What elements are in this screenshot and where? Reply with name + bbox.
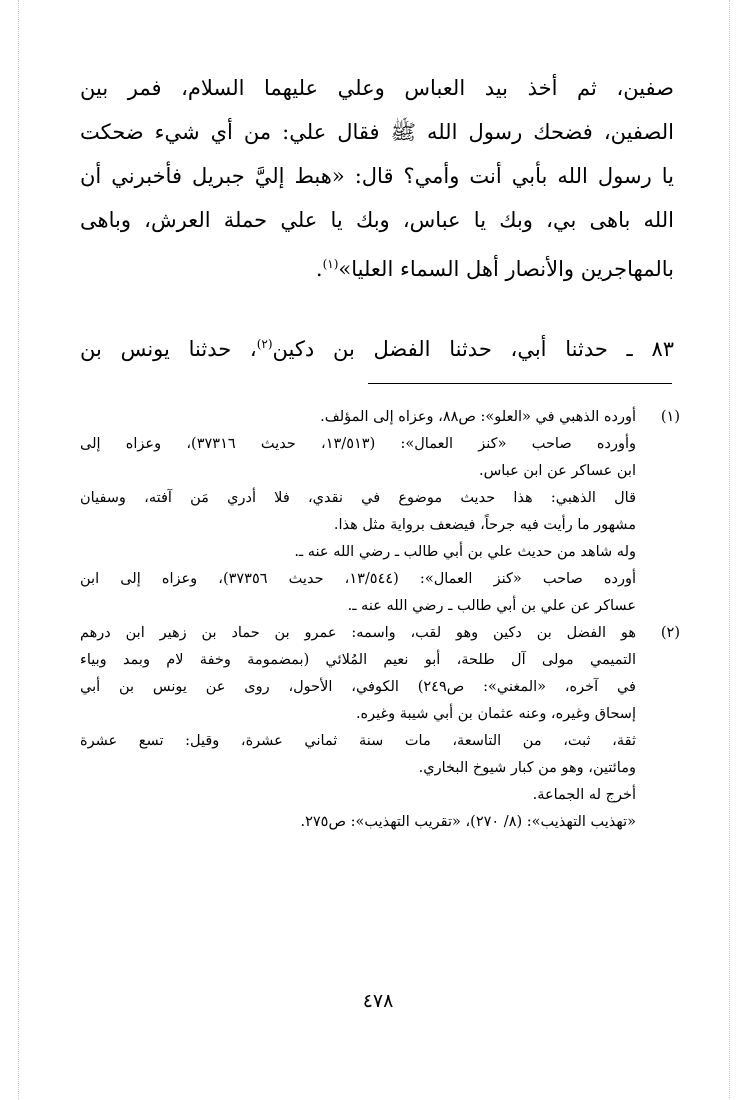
footnote-number: (٢): [660, 625, 680, 641]
footnote-line: هو الفضل بن دكين وهو لقب، واسمه: عمرو بن حماد بن زهير ابن درهم: [80, 625, 636, 641]
main-text-line: الله باهى بي، وبك يا عباس، وبك يا علي حملة العرش، وباهى: [80, 208, 674, 232]
footnote-line: أورده الذهبي في «العلو»: ص٨٨، وعزاه إلى المؤلف.: [320, 409, 636, 425]
hadith-text-end: ، حدثنا يونس بن: [80, 337, 257, 361]
footnote-ref-1: (١): [322, 257, 339, 271]
main-text-line: صفين، ثم أخذ بيد العباس وعلي عليهما السلام، فمر بين: [80, 76, 674, 100]
footnote-1: [80, 404, 680, 620]
footnote-ref-2: (٢): [256, 337, 273, 351]
page-number: ٤٧٨: [362, 990, 394, 1012]
main-text-end-mark: .: [315, 257, 323, 281]
footnote-separator: [368, 383, 672, 384]
footnote-line: وله شاهد من حديث علي بن أبي طالب ـ رضي الله عنه ـ.: [294, 544, 636, 560]
footnote-number: (١): [660, 409, 680, 425]
footnote-line: إسحاق وغيره، وعنه عثمان بن أبي شيبة وغيره.: [355, 706, 636, 722]
footnote-line: وأورده صاحب «كنز العمال»: (١٣/٥١٣، حديث ٣٧٣١٦)، وعزاه إلى: [80, 436, 637, 452]
footnote-2: [80, 620, 680, 836]
footnote-body: [80, 620, 636, 836]
footnote-line: «تهذيب التهذيب»: (٨/ ٢٧٠)، «تقريب التهذيب»: ص٢٧٥.: [300, 814, 636, 830]
footnote-line: قال الذهبي: هذا حديث موضوع في نقدي، فلا أدري مَن آفته، وسفيان: [80, 490, 636, 506]
footnote-line: أورده صاحب «كنز العمال»: (١٣/٥٤٤، حديث ٣٧٣٥٦)، وعزاه إلى ابن: [80, 571, 636, 587]
hadith-83: [80, 322, 674, 371]
main-text-line: بالمهاجرين والأنصار أهل السماء العليا»: [338, 257, 674, 281]
footnote-line: ومائتين، وهو من كبار شيوخ البخاري.: [418, 760, 636, 776]
footnote-line: ابن عساكر عن ابن عباس.: [479, 463, 636, 479]
footnotes-section: [80, 404, 680, 836]
margin-guide-right: [729, 0, 730, 1100]
footnote-line: مشهور ما رأيت فيه جرحاً، فيضعف برواية مثل هذا.: [333, 517, 636, 533]
footnote-line: في آخره، «المغني»: ص٢٤٩) الكوفي، الأحول، روى عن يونس بن أبي: [80, 679, 636, 695]
main-text-block: [80, 66, 674, 291]
footnote-line: أخرج له الجماعة.: [532, 787, 636, 803]
footnote-line: التميمي مولى آل طلحة، أبو نعيم المُلائي (بمضمومة وخفة لام وبمد وبياء: [80, 652, 636, 668]
footnote-line: ثقة، ثبت، من التاسعة، مات سنة ثماني عشرة، وقيل: تسع عشرة: [80, 733, 636, 749]
margin-guide-left: [18, 0, 19, 1100]
hadith-text-start: ٨٣ ـ حدثنا أبي، حدثنا الفضل بن دكين: [272, 337, 675, 361]
footnote-body: [80, 404, 636, 620]
main-text-last-line: [80, 242, 674, 291]
hadith-line: [80, 322, 674, 371]
main-text-line: يا رسول الله بأبي أنت وأمي؟ قال: «هبط إليَّ جبريل فأخبرني أن: [80, 164, 674, 188]
footnote-line: عساكر عن علي بن أبي طالب ـ رضي الله عنه ـ.: [347, 598, 636, 614]
main-text-line: الصفين، فضحك رسول الله ﷺ فقال علي: من أي شيء ضحكت: [80, 120, 674, 144]
